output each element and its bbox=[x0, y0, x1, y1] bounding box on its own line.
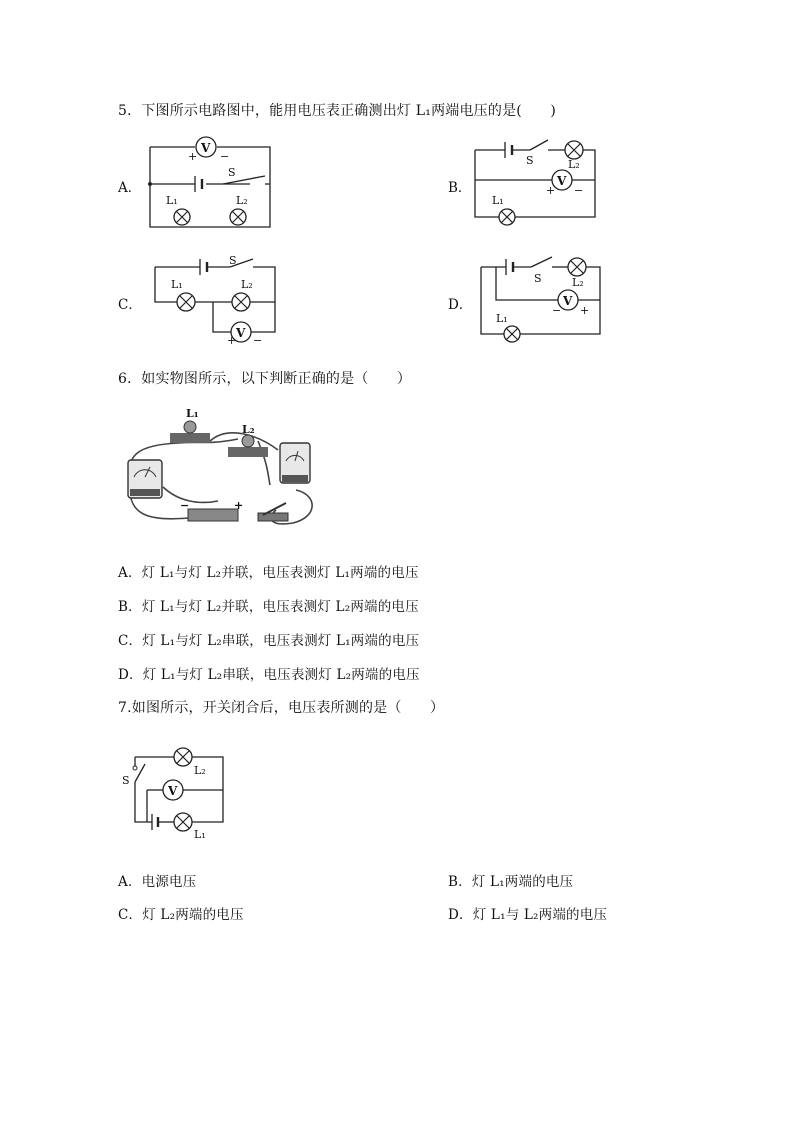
svg-text:L₂: L₂ bbox=[194, 764, 206, 777]
svg-text:L₁: L₁ bbox=[194, 828, 206, 841]
q7-option-a[interactable]: A．电源电压 bbox=[118, 874, 197, 890]
q5-circuit-c bbox=[145, 252, 295, 347]
svg-text:−: − bbox=[552, 304, 562, 317]
svg-text:L₂: L₂ bbox=[242, 423, 255, 436]
svg-text:L₂: L₂ bbox=[568, 158, 580, 171]
svg-text:+: + bbox=[234, 499, 244, 512]
svg-text:S: S bbox=[228, 166, 236, 179]
svg-text:L₁: L₁ bbox=[492, 194, 504, 207]
svg-text:+: + bbox=[188, 150, 198, 163]
q7-stem: 7.如图所示，开关闭合后，电压表所测的是（ ） bbox=[118, 700, 445, 716]
bulb-icon bbox=[184, 421, 196, 433]
q6-option-a[interactable]: A．灯 L₁与灯 L₂并联，电压表测灯 L₁两端的电压 bbox=[118, 565, 419, 581]
svg-text:S: S bbox=[534, 272, 542, 285]
lamp-base-l1 bbox=[170, 433, 210, 443]
q5-option-c-label[interactable]: C． bbox=[118, 297, 142, 313]
q5-option-a-label[interactable]: A． bbox=[118, 180, 142, 196]
svg-text:+: + bbox=[546, 184, 556, 197]
q5-circuit-b bbox=[470, 132, 620, 232]
svg-text:S: S bbox=[526, 154, 534, 167]
q6-physical-circuit-photo bbox=[118, 405, 328, 530]
q7-option-c[interactable]: C．灯 L₂两端的电压 bbox=[118, 907, 244, 923]
q6-option-d[interactable]: D．灯 L₁与灯 L₂串联，电压表测灯 L₂两端的电压 bbox=[118, 667, 420, 683]
q5-option-d-label[interactable]: D． bbox=[448, 297, 473, 313]
q5-stem: 5．下图所示电路图中，能用电压表正确测出灯 L₁两端电压的是( ) bbox=[118, 103, 556, 119]
svg-text:+: + bbox=[227, 334, 237, 347]
svg-text:V: V bbox=[168, 784, 178, 798]
q6-stem: 6．如实物图所示，以下判断正确的是（ ） bbox=[118, 371, 412, 387]
q6-option-c[interactable]: C．灯 L₁与灯 L₂串联，电压表测灯 L₁两端的电压 bbox=[118, 633, 420, 649]
svg-text:V: V bbox=[236, 326, 246, 340]
svg-text:L₂: L₂ bbox=[236, 194, 248, 207]
svg-text:L₂: L₂ bbox=[572, 276, 584, 289]
q7-option-d[interactable]: D．灯 L₁与 L₂两端的电压 bbox=[448, 907, 608, 923]
svg-text:V: V bbox=[557, 174, 567, 188]
bulb-icon bbox=[242, 435, 254, 447]
q5-circuit-d bbox=[476, 252, 626, 347]
svg-text:V: V bbox=[563, 294, 573, 308]
lamp-base-l2 bbox=[228, 447, 268, 457]
q7-circuit bbox=[118, 742, 233, 842]
svg-text:+: + bbox=[580, 304, 590, 317]
svg-text:−: − bbox=[574, 184, 584, 197]
q7-option-b[interactable]: B．灯 L₁两端的电压 bbox=[448, 874, 574, 890]
q5-option-b-label[interactable]: B． bbox=[448, 180, 472, 196]
q6-option-b[interactable]: B．灯 L₁与灯 L₂并联，电压表测灯 L₂两端的电压 bbox=[118, 599, 419, 615]
svg-text:V: V bbox=[201, 141, 211, 155]
q5-circuit-a bbox=[140, 132, 290, 232]
svg-text:L₁: L₁ bbox=[166, 194, 178, 207]
circuit-a-wires bbox=[148, 147, 270, 227]
svg-text:−: − bbox=[220, 150, 230, 163]
svg-text:L₁: L₁ bbox=[171, 278, 183, 291]
svg-text:S: S bbox=[122, 774, 130, 787]
switch-icon bbox=[258, 513, 288, 521]
svg-text:−: − bbox=[253, 334, 263, 347]
battery-holder-icon bbox=[188, 509, 238, 521]
svg-text:L₁: L₁ bbox=[186, 407, 199, 420]
svg-text:L₂: L₂ bbox=[241, 278, 253, 291]
svg-text:L₁: L₁ bbox=[496, 312, 508, 325]
svg-text:S: S bbox=[229, 254, 237, 267]
svg-text:−: − bbox=[180, 499, 190, 512]
